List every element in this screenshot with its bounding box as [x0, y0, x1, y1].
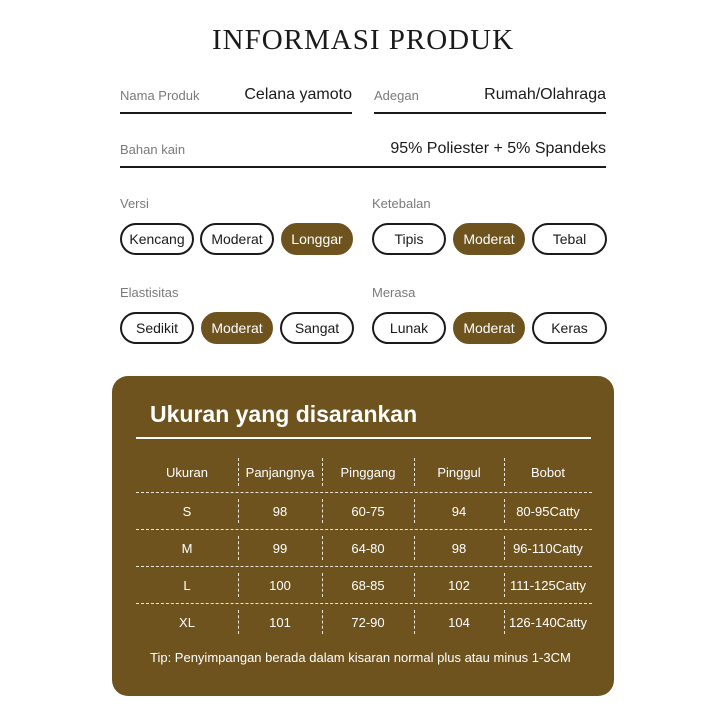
group-label-merasa: Merasa — [372, 285, 416, 300]
option-versi-kencang[interactable]: Kencang — [120, 223, 194, 255]
table-row — [136, 492, 592, 529]
table-cell: 101 — [238, 604, 322, 640]
field-adegan — [374, 82, 606, 114]
option-ketebalan-moderat[interactable]: Moderat — [453, 223, 525, 255]
table-cell: 102 — [414, 567, 504, 603]
table-cell: 98 — [238, 493, 322, 529]
table-cell: 104 — [414, 604, 504, 640]
table-cell: 98 — [414, 530, 504, 566]
option-elastisitas-sedikit[interactable]: Sedikit — [120, 312, 194, 344]
table-header-cell: Bobot — [504, 452, 592, 492]
table-header-cell: Ukuran — [166, 464, 208, 480]
table-cell: 111-125Catty — [504, 567, 592, 603]
option-ketebalan-tebal[interactable]: Tebal — [532, 223, 607, 255]
option-elastisitas-moderat[interactable]: Moderat — [201, 312, 273, 344]
group-label-elastisitas: Elastisitas — [120, 285, 179, 300]
field-bahan-kain-label: Bahan kain — [120, 142, 186, 157]
table-cell: 96-110Catty — [504, 530, 592, 566]
table-header-cell: Panjangnya — [238, 452, 322, 492]
table-cell: 100 — [238, 567, 322, 603]
option-elastisitas-sangat[interactable]: Sangat — [280, 312, 354, 344]
table-cell: S — [182, 503, 192, 519]
table-cell: 72-90 — [322, 604, 414, 640]
field-adegan-value: Rumah/Olahraga — [484, 86, 606, 103]
option-versi-moderat[interactable]: Moderat — [200, 223, 274, 255]
field-bahan-kain — [120, 136, 606, 168]
size-tip: Tip: Penyimpangan berada dalam kisaran normal plus atau minus 1-3CM — [150, 650, 571, 665]
group-label-ketebalan: Ketebalan — [372, 196, 431, 211]
option-ketebalan-tipis[interactable]: Tipis — [372, 223, 446, 255]
field-nama-produk — [120, 82, 352, 114]
option-merasa-moderat[interactable]: Moderat — [453, 312, 525, 344]
table-header-cell: Pinggul — [414, 452, 504, 492]
divider — [136, 437, 591, 439]
table-cell: L — [183, 577, 191, 593]
field-nama-produk-value: Celana yamoto — [244, 86, 352, 103]
table-row — [136, 529, 592, 566]
table-cell: 68-85 — [322, 567, 414, 603]
option-versi-longgar[interactable]: Longgar — [281, 223, 353, 255]
option-merasa-keras[interactable]: Keras — [532, 312, 607, 344]
size-table — [136, 452, 592, 640]
table-header-cell: Pinggang — [322, 452, 414, 492]
table-cell: 80-95Catty — [504, 493, 592, 529]
page-title: INFORMASI PRODUK — [211, 24, 515, 56]
table-cell: 60-75 — [322, 493, 414, 529]
field-nama-produk-label: Nama Produk — [120, 88, 200, 103]
field-bahan-kain-value: 95% Poliester + 5% Spandeks — [390, 140, 606, 157]
group-label-versi: Versi — [120, 196, 149, 211]
table-cell: XL — [179, 614, 195, 630]
table-cell: M — [181, 540, 193, 556]
table-header-row — [136, 452, 592, 492]
table-cell: 94 — [414, 493, 504, 529]
table-row — [136, 566, 592, 603]
size-chart-title: Ukuran yang disarankan — [150, 401, 418, 427]
table-cell: 64-80 — [322, 530, 414, 566]
table-row — [136, 603, 592, 640]
size-chart-card — [112, 376, 614, 696]
table-cell: 99 — [238, 530, 322, 566]
table-cell: 126-140Catty — [504, 604, 592, 640]
option-merasa-lunak[interactable]: Lunak — [372, 312, 446, 344]
field-adegan-label: Adegan — [374, 88, 419, 103]
